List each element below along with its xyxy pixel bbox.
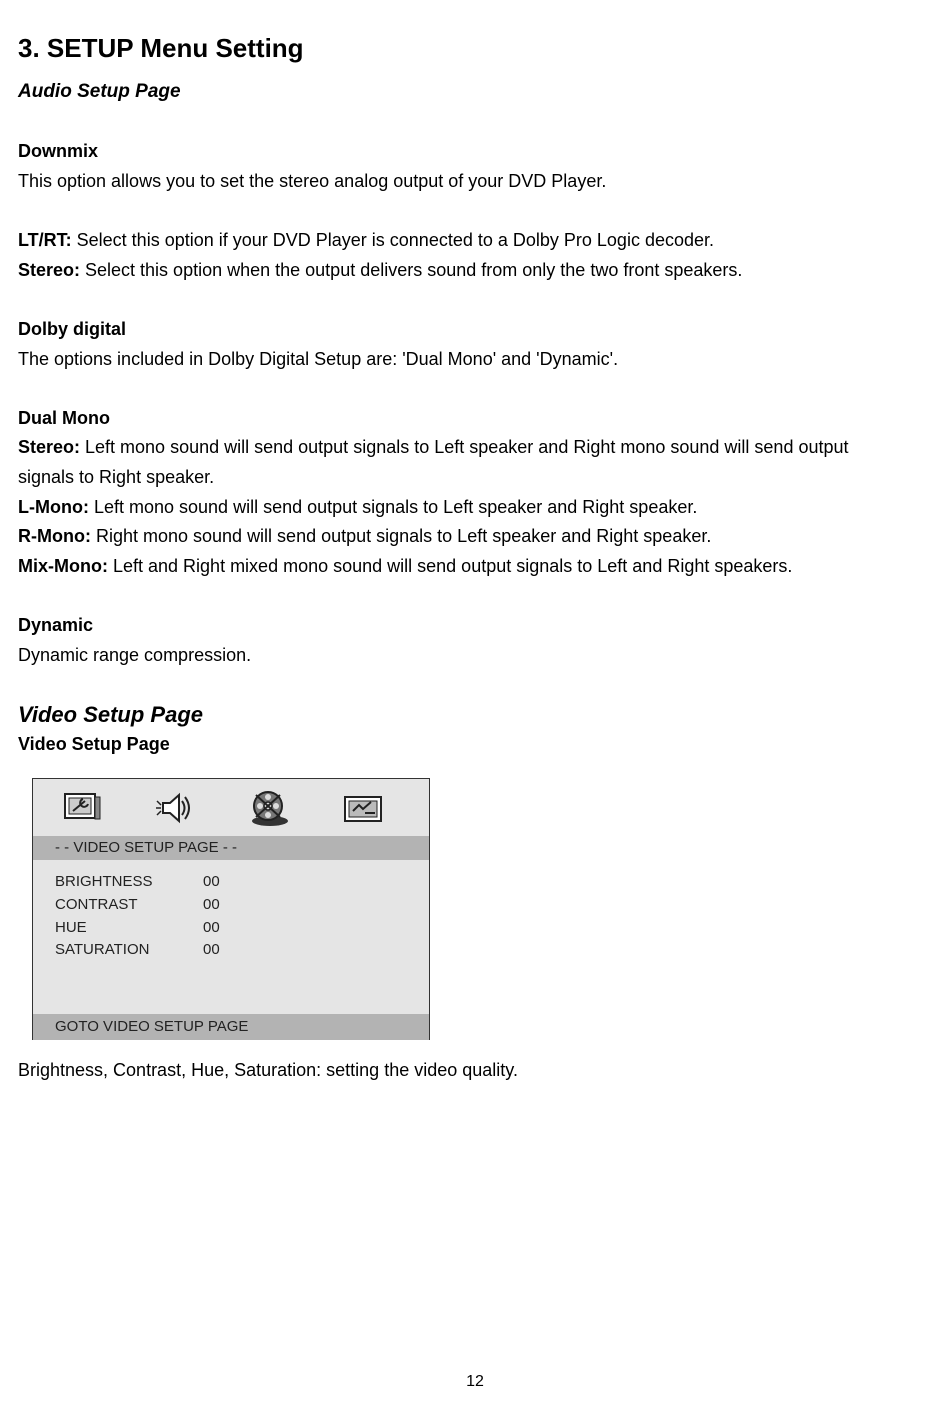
audio-setup-heading: Audio Setup Page xyxy=(18,81,181,102)
mixmono-text: Left and Right mixed mono sound will send output signals to Left and Right speakers. xyxy=(107,556,793,576)
osd-row-label: HUE xyxy=(55,919,87,936)
osd-row-label: SATURATION xyxy=(55,941,150,958)
dualmono-stereo-label: Stereo: xyxy=(18,437,81,457)
osd-row-value: 00 xyxy=(203,873,220,890)
mixmono-line xyxy=(18,556,792,577)
stereo-downmix-label: Stereo: xyxy=(18,260,81,280)
lmono-label: L-Mono: xyxy=(18,497,89,517)
ltrt-text: Select this option if your DVD Player is connected to a Dolby Pro Logic decoder. xyxy=(71,230,714,250)
speaker-icon xyxy=(153,789,197,827)
osd-footer-text: GOTO VIDEO SETUP PAGE xyxy=(55,1018,249,1035)
rmono-text: Right mono sound will send output signals to Left speaker and Right speaker. xyxy=(90,526,712,546)
dolby-heading: Dolby digital xyxy=(18,319,126,339)
downmix-heading: Downmix xyxy=(18,141,99,161)
osd-header-bar xyxy=(33,836,429,860)
page-number: 12 xyxy=(466,1373,484,1390)
video-setup-heading: Video Setup Page xyxy=(18,702,204,727)
dualmono-stereo-text: Left mono sound will send output signals to Left speaker and Right mono sound will send output xyxy=(80,437,849,457)
osd-footer-bar xyxy=(33,1014,429,1040)
video-caption: Brightness, Contrast, Hue, Saturation: setting the video quality. xyxy=(18,1060,518,1080)
preference-icon xyxy=(341,789,385,827)
osd-row-value: 00 xyxy=(203,919,220,936)
dynamic-heading: Dynamic xyxy=(18,615,94,635)
dolby-desc: The options included in Dolby Digital Setup are: 'Dual Mono' and 'Dynamic'. xyxy=(18,349,619,369)
general-setup-icon xyxy=(61,789,105,827)
osd-row-label: CONTRAST xyxy=(55,896,138,913)
mixmono-label: Mix-Mono: xyxy=(18,556,108,576)
dualmono-stereo-line-2: signals to Right speaker. xyxy=(18,467,215,487)
lmono-text: Left mono sound will send output signals to Left speaker and Right speaker. xyxy=(88,497,698,517)
rmono-line xyxy=(18,526,711,547)
page-title: 3. SETUP Menu Setting xyxy=(18,33,304,63)
rmono-label: R-Mono: xyxy=(18,526,91,546)
video-reel-icon xyxy=(246,789,290,827)
osd-header-title: - - VIDEO SETUP PAGE - - xyxy=(55,839,237,856)
dualmono-heading: Dual Mono xyxy=(18,408,110,428)
video-setup-subheading: Video Setup Page xyxy=(18,734,170,754)
osd-row-value: 00 xyxy=(203,941,220,958)
lmono-line xyxy=(18,497,697,518)
downmix-desc: This option allows you to set the stereo analog output of your DVD Player. xyxy=(18,171,607,191)
osd-icon-bar xyxy=(33,779,429,835)
ltrt-line xyxy=(18,230,714,251)
dualmono-stereo-line xyxy=(18,437,849,458)
stereo-downmix-line xyxy=(18,260,742,281)
osd-row-label: BRIGHTNESS xyxy=(55,873,153,890)
dynamic-desc: Dynamic range compression. xyxy=(18,645,252,665)
video-setup-osd xyxy=(32,778,430,1040)
ltrt-label: LT/RT: xyxy=(18,230,72,250)
osd-row-value: 00 xyxy=(203,896,220,913)
stereo-downmix-text: Select this option when the output delivers sound from only the two front speakers. xyxy=(80,260,743,280)
